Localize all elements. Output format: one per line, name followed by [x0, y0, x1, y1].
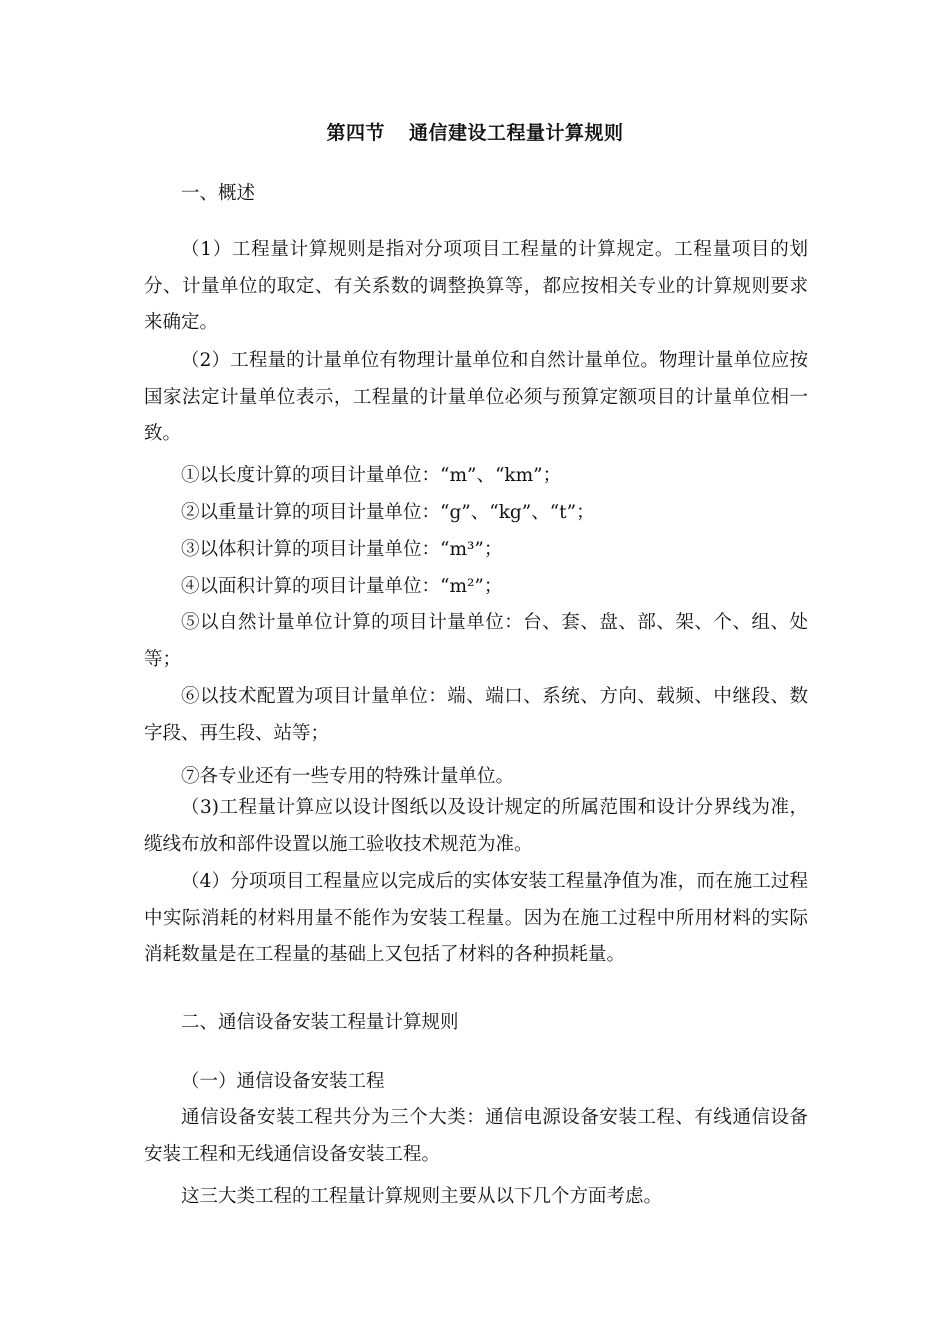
paragraph-5: 通信设备安装工程共分为三个大类：通信电源设备安装工程、有线通信设备安装工程和无线通信设备安装工程。 [144, 1107, 808, 1165]
paragraph-6: 这三大类工程的工程量计算规则主要从以下几个方面考虑。 [181, 1186, 663, 1207]
heading-equipment-rules: 二、通信设备安装工程量计算规则 [181, 1012, 459, 1033]
paragraph-4: （4）分项项目工程量应以完成后的实体安装工程量净值为准，而在施工过程中实际消耗的材料用量不能作为安装工程量。因为在施工过程中所用材料的实际消耗数量是在工程量的基础上又包括了材料的各种损耗量。 [144, 871, 808, 965]
section-title-text: 通信建设工程量计算规则 [409, 122, 624, 144]
list-item-area: ④以面积计算的项目计量单位：“m²”； [181, 576, 503, 597]
list-item-volume: ③以体积计算的项目计量单位：“m³”； [181, 539, 503, 560]
heading-overview: 一、概述 [181, 183, 256, 204]
list-item-weight: ②以重量计算的项目计量单位：“g”、“kg”、“t”； [181, 502, 595, 523]
list-item-length: ①以长度计算的项目计量单位：“m”、“km”； [181, 465, 562, 486]
heading-equipment-installation: （一）通信设备安装工程 [181, 1071, 385, 1092]
paragraph-2: （2）工程量的计量单位有物理计量单位和自然计量单位。物理计量单位应按国家法定计量单位表示，工程量的计量单位必须与预算定额项目的计量单位相一致。 [144, 350, 808, 444]
section-title [0, 118, 950, 145]
list-item-natural-units: ⑤以自然计量单位计算的项目计量单位：台、套、盘、部、架、个、组、处等； [144, 612, 808, 670]
section-number: 第四节 [326, 122, 385, 144]
list-item-special-units: ⑦各专业还有一些专用的特殊计量单位。 [181, 766, 515, 787]
paragraph-1: （1）工程量计算规则是指对分项项目工程量的计算规定。工程量项目的划分、计量单位的取定、有关系数的调整换算等，都应按相关专业的计算规则要求来确定。 [144, 239, 808, 333]
paragraph-3: （3)工程量计算应以设计图纸以及设计规定的所属范围和设计分界线为准，缆线布放和部件设置以施工验收技术规范为准。 [144, 797, 808, 855]
list-item-technical-units: ⑥以技术配置为项目计量单位：端、端口、系统、方向、载频、中继段、数字段、再生段、站等； [144, 686, 808, 744]
